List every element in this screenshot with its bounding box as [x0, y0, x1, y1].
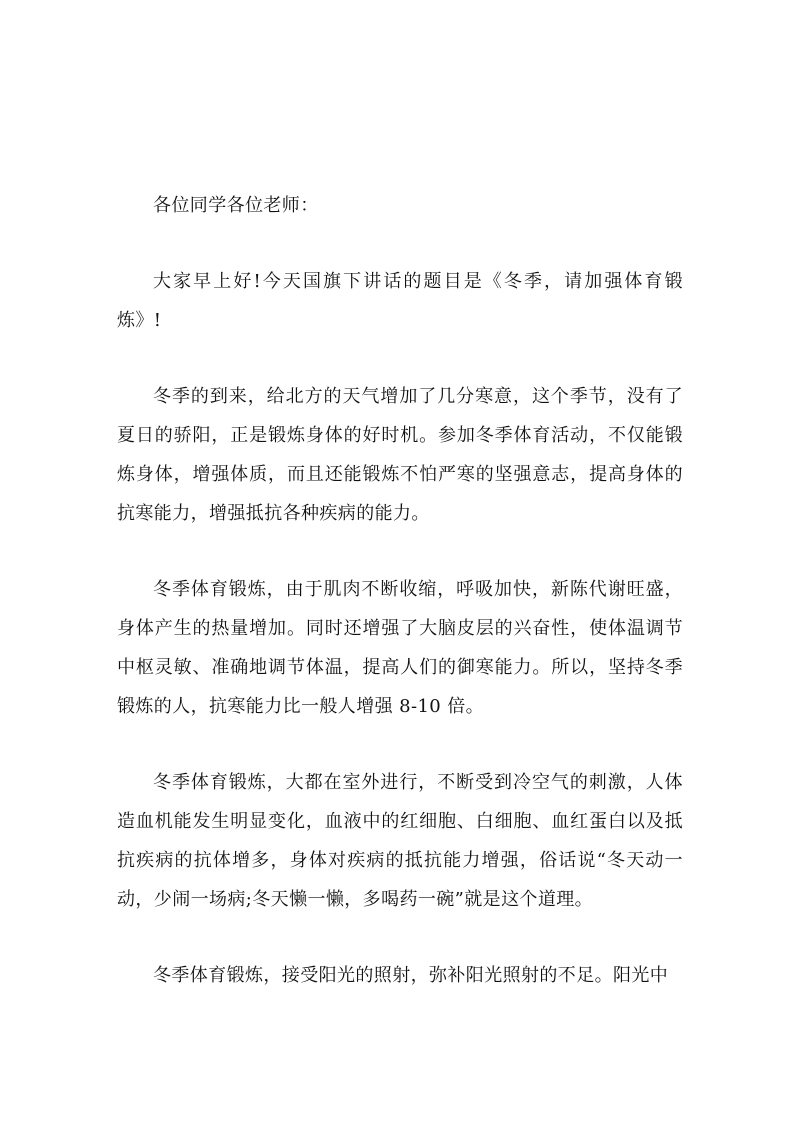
body-paragraph: 冬季的到来，给北方的天气增加了几分寒意，这个季节，没有了夏日的骄阳，正是锻炼身体的好时机。参加冬季体育活动，不仅能锻炼身体，增强体质，而且还能锻炼不怕严寒的坚强意志，提高身体的抗寒能力，增强抵抗各种疾病的能力。 [117, 386, 683, 524]
salutation: 各位同学各位老师： [153, 195, 319, 216]
document-body [117, 186, 683, 995]
body-paragraph: 冬季体育锻炼，接受阳光的照射，弥补阳光照射的不足。阳光中 [153, 965, 669, 986]
opening-paragraph: 大家早上好!今天国旗下讲话的题目是《冬季，请加强体育锻炼》! [117, 271, 683, 331]
body-paragraph: 冬季体育锻炼，由于肌肉不断收缩，呼吸加快，新陈代谢旺盛，身体产生的热量增加。同时还增强了大脑皮层的兴奋性，使体温调节中枢灵敏、准确地调节体温，提高人们的御寒能力。所以，坚持冬季锻炼的人，抗寒能力比一般人增强 8-10 倍。 [117, 579, 683, 717]
body-paragraph: 冬季体育锻炼，大都在室外进行，不断受到冷空气的刺激，人体造血机能发生明显变化，血液中的红细胞、白细胞、血红蛋白以及抵抗疾病的抗体增多，身体对疾病的抵抗能力增强，俗话说“冬天动一动，少闹一场病;冬天懒一懒，多喝药一碗”就是这个道理。 [117, 772, 683, 910]
